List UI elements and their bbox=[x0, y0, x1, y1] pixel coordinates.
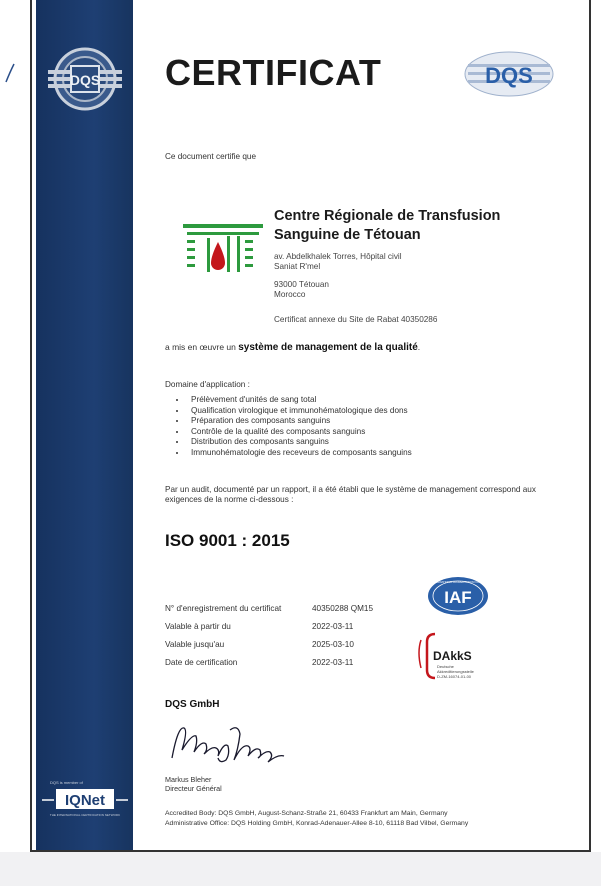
iaf-text: IAF bbox=[444, 588, 472, 607]
scope-item: • Préparation des composants sanguins bbox=[187, 416, 412, 427]
organization-name-line2: Sanguine de Tétouan bbox=[274, 227, 421, 243]
screen-footer-strip bbox=[0, 852, 601, 886]
footer-accredited: Accredited Body: DQS GmbH, August-Schanz-Straße 21, 60433 Frankfurt am Main, Germany bbox=[165, 810, 448, 817]
certification-date-label: Date de certification bbox=[165, 658, 238, 667]
company-name: DQS GmbH bbox=[165, 699, 220, 710]
scope-item: • Qualification virologique et immunohématologique des dons bbox=[187, 406, 412, 417]
dakks-code: D-ZM-16074-01-00 bbox=[437, 674, 472, 679]
dakks-sub1: Deutsche bbox=[437, 664, 454, 669]
iaf-ring-text: INTERNATIONAL ACCREDITATION FORUM bbox=[431, 580, 485, 584]
dakks-logo bbox=[413, 630, 523, 692]
valid-from-label: Valable à partir du bbox=[165, 622, 231, 631]
footer-administrative: Administrative Office: DQS Holding GmbH, Konrad-Adenauer-Allee 8-10, 61118 Bad Vilbel, Germany bbox=[165, 820, 469, 827]
scope-item: • Immunohématologie des receveurs de composants sanguins bbox=[187, 448, 412, 459]
page-border-right bbox=[589, 0, 591, 852]
organization-name-line1: Centre Régionale de Transfusion bbox=[274, 208, 501, 224]
country: Morocco bbox=[274, 290, 306, 299]
address-line1: av. Abdelkhalek Torres, Hôpital civil bbox=[274, 252, 402, 261]
blue-sidebar bbox=[36, 0, 133, 850]
audit-statement: Par un audit, documenté par un rapport, il a été établi que le système de management correspond aux exigences de la norme ci-dessous : bbox=[165, 485, 536, 504]
certificate-title: CERTIFICAT bbox=[165, 52, 382, 93]
crts-logo bbox=[183, 218, 263, 278]
scope-list bbox=[165, 395, 412, 459]
page-border-left bbox=[30, 0, 32, 852]
edge-mark-icon bbox=[2, 62, 16, 84]
annex-text: Certificat annexe du Site de Rabat 40350286 bbox=[274, 315, 438, 324]
quality-bold: système de management de la qualité bbox=[238, 342, 418, 353]
scope-item: • Distribution des composants sanguins bbox=[187, 437, 412, 448]
dqs-seal-icon bbox=[46, 40, 124, 118]
dakks-sub2: Akkreditierungsstelle bbox=[437, 669, 474, 674]
scope-item: • Prélèvement d'unités de sang total bbox=[187, 395, 412, 406]
valid-until-label: Valable jusqu'au bbox=[165, 640, 225, 649]
quality-statement bbox=[165, 342, 420, 353]
dqs-seal-text: DQS bbox=[69, 72, 101, 88]
signature bbox=[168, 720, 288, 768]
intro-text: Ce document certifie que bbox=[165, 152, 257, 161]
scope-item: • Contrôle de la qualité des composants sanguins bbox=[187, 427, 412, 438]
valid-from-value: 2022-03-11 bbox=[312, 622, 354, 631]
iqnet-logo bbox=[40, 770, 130, 830]
signer-name: Markus Bleher bbox=[165, 775, 212, 784]
certification-date-value: 2022-03-11 bbox=[312, 658, 354, 667]
registration-value: 40350288 QM15 bbox=[312, 604, 373, 613]
quality-prefix: a mis en œuvre un bbox=[165, 342, 236, 352]
iso-standard: ISO 9001 : 2015 bbox=[165, 531, 290, 550]
iqnet-text: IQNet bbox=[64, 792, 106, 809]
dqs-logo bbox=[462, 48, 556, 100]
iaf-logo bbox=[427, 576, 489, 616]
valid-until-value: 2025-03-10 bbox=[312, 640, 354, 649]
address-line2: Saniat R'mel bbox=[274, 262, 321, 271]
postal-city: 93000 Tétouan bbox=[274, 280, 329, 289]
iqnet-network-text: THE INTERNATIONAL CERTIFICATION NETWORK bbox=[49, 813, 121, 817]
dqs-logo-text: DQS bbox=[485, 63, 533, 88]
signer-block bbox=[165, 776, 222, 793]
organization-name bbox=[274, 207, 500, 245]
signer-title: Directeur Général bbox=[165, 783, 222, 793]
dakks-text: DAkkS bbox=[433, 649, 472, 663]
iqnet-member-text: DQS is member of bbox=[50, 780, 83, 785]
registration-label: N° d'enregistrement du certificat bbox=[165, 604, 282, 613]
quality-suffix: . bbox=[417, 342, 421, 352]
scope-title: Domaine d'application : bbox=[165, 380, 250, 389]
